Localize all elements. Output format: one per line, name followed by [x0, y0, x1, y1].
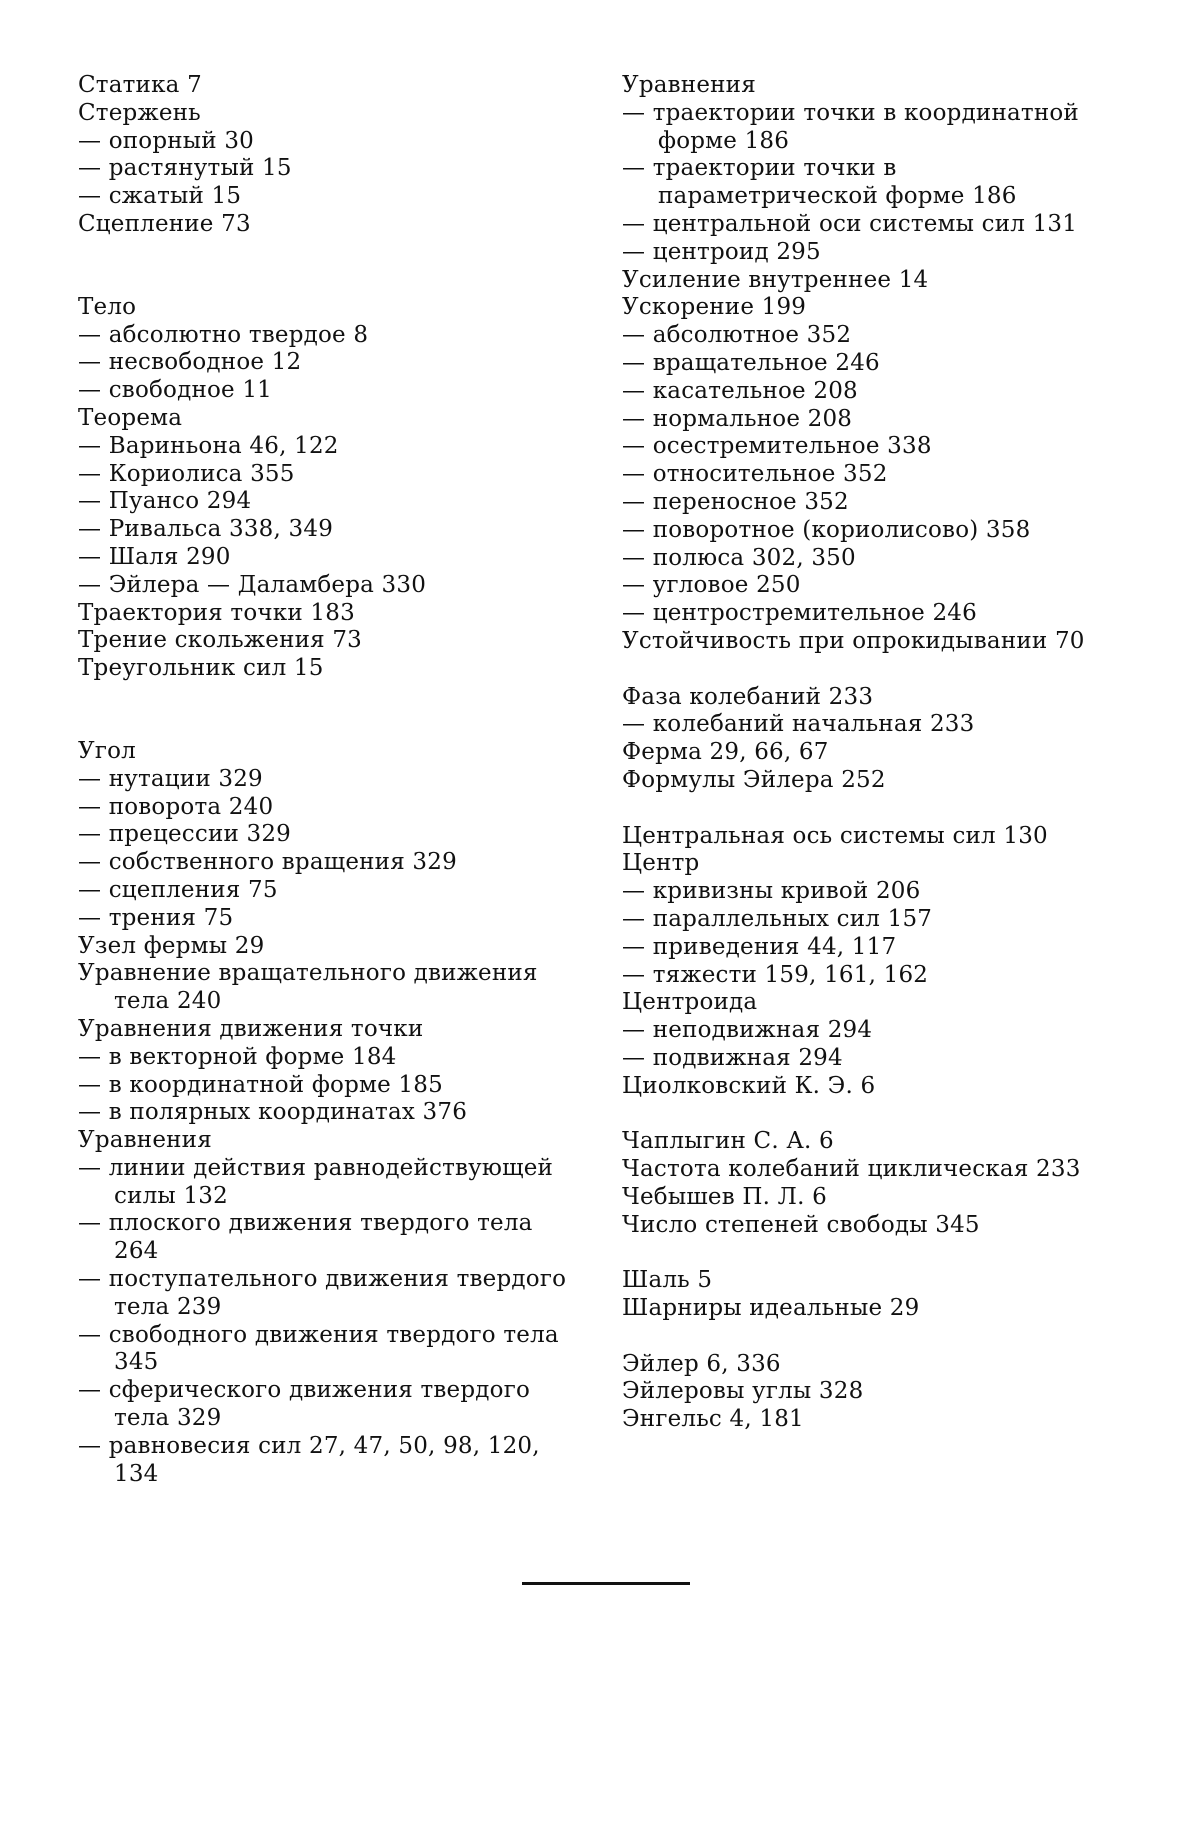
index-subentry: — плоского движения твердого тела 264: [78, 1210, 533, 1265]
index-subentry: — Пуансо 294: [78, 488, 252, 515]
index-entry: Центральная ось системы сил 130: [622, 822, 1048, 849]
index-subentry: — касательное 208: [622, 377, 858, 404]
index-subentry: — сжатый 15: [78, 183, 242, 210]
index-entry: Сцепление 73: [78, 210, 251, 237]
index-subentry: — в координатной форме 185: [78, 1071, 443, 1098]
index-entry: Фаза колебаний 233: [622, 683, 874, 710]
index-entry: Шарниры идеальные 29: [622, 1295, 920, 1322]
index-entry: Эйлеровы углы 328: [622, 1378, 864, 1405]
index-subentry: — сферического движения твердого тела 329: [78, 1377, 530, 1432]
index-subentry: — центростремительное 246: [622, 600, 977, 627]
index-entry: Узел фермы 29: [78, 932, 265, 959]
entry-gap: [622, 1239, 1122, 1267]
index-subentry: — центральной оси системы сил 131: [622, 210, 1078, 237]
index-subentry: — относительное 352: [622, 461, 888, 488]
index-subentry: — свободное 11: [78, 377, 273, 404]
index-entry: Шаль 5: [622, 1267, 713, 1294]
index-entry: Усиление внутреннее 14: [622, 266, 929, 293]
index-subentry: — полюса 302, 350: [622, 544, 856, 571]
index-entry: Чебышев П. Л. 6: [622, 1183, 827, 1210]
index-subentry: — растянутый 15: [78, 155, 292, 182]
index-entry: Теорема: [78, 404, 183, 431]
index-subentry: — центроид 295: [622, 238, 821, 265]
entry-gap: [78, 239, 578, 294]
index-entry: Эйлер 6, 336: [622, 1350, 781, 1377]
index-subentry: — в полярных координатах 376: [78, 1099, 468, 1126]
index-subentry: — переносное 352: [622, 488, 849, 515]
index-entry: Тело: [78, 293, 137, 320]
index-subentry: — несвободное 12: [78, 349, 302, 376]
index-subentry: — равновесия сил 27, 47, 50, 98, 120, 134: [78, 1432, 540, 1487]
index-entry: Уравнения: [78, 1127, 212, 1154]
index-subentry: — осестремительное 338: [622, 433, 932, 460]
end-separator-line: [522, 1582, 690, 1585]
index-subentry: — абсолютно твердое 8: [78, 321, 369, 348]
index-subentry: — Ривальса 338, 349: [78, 516, 334, 543]
index-column-left: [78, 72, 578, 1488]
index-entry: Энгельс 4, 181: [622, 1406, 804, 1433]
index-subentry: — прецессии 329: [78, 821, 292, 848]
index-subentry: — тяжести 159, 161, 162: [622, 961, 929, 988]
index-subentry: — линии действия равнодействующей силы 132: [78, 1154, 554, 1209]
index-entry: Уравнения движения точки: [78, 1015, 424, 1042]
entry-gap: [622, 1323, 1122, 1351]
entry-gap: [78, 683, 578, 738]
index-subentry: — кривизны кривой 206: [622, 878, 921, 905]
index-entry: Центр: [622, 850, 700, 877]
index-subentry: — подвижная 294: [622, 1044, 843, 1071]
index-entry: Уравнения: [622, 72, 756, 98]
index-entry: Уравнение вращательного движения тела 240: [78, 960, 538, 1015]
index-subentry: — нутации 329: [78, 765, 263, 792]
index-entry: Трение скольжения 73: [78, 627, 363, 654]
index-subentry: — колебаний начальная 233: [622, 711, 975, 738]
index-subentry: — угловое 250: [622, 572, 801, 599]
index-subentry: — опорный 30: [78, 127, 255, 154]
index-subentry: — поворотное (кориолисово) 358: [622, 516, 1031, 543]
index-entry: Чаплыгин С. А. 6: [622, 1128, 834, 1155]
index-entry: Частота колебаний циклическая 233: [622, 1156, 1081, 1183]
index-entry: Стержень: [78, 99, 201, 126]
index-subentry: — нормальное 208: [622, 405, 853, 432]
index-subentry: — Шаля 290: [78, 543, 231, 570]
index-subentry: — собственного вращения 329: [78, 849, 457, 876]
index-subentry: — сцепления 75: [78, 876, 278, 903]
index-entry: Ускорение 199: [622, 294, 807, 321]
index-subentry: — свободного движения твердого тела 345: [78, 1321, 559, 1376]
index-subentry: — неподвижная 294: [622, 1017, 873, 1044]
index-subentry: — параллельных сил 157: [622, 905, 933, 932]
index-entry: Формулы Эйлера 252: [622, 766, 886, 793]
index-column-right: [622, 72, 1122, 1434]
index-entry: Угол: [78, 737, 136, 764]
index-subentry: — Вариньона 46, 122: [78, 432, 339, 459]
index-subentry: — траектории точки в параметрической форме 186: [622, 155, 1017, 210]
index-entry: Статика 7: [78, 72, 202, 98]
index-subentry: — траектории точки в координатной форме 186: [622, 99, 1079, 154]
index-subentry: — поступательного движения твердого тела 239: [78, 1266, 567, 1320]
index-entry: Треугольник сил 15: [78, 655, 324, 682]
index-entry: Циолковский К. Э. 6: [622, 1072, 876, 1099]
index-subentry: — Кориолиса 355: [78, 460, 295, 487]
index-subentry: — в векторной форме 184: [78, 1043, 397, 1070]
index-entry: Траектория точки 183: [78, 599, 355, 626]
index-subentry: — вращательное 246: [622, 349, 880, 376]
index-entry: Ферма 29, 66, 67: [622, 739, 829, 766]
index-subentry: — трения 75: [78, 904, 234, 931]
entry-gap: [622, 656, 1122, 684]
index-subentry: — абсолютное 352: [622, 322, 852, 349]
index-subentry: — приведения 44, 117: [622, 933, 897, 960]
index-entry: Устойчивость при опрокидывании 70: [622, 627, 1085, 654]
index-entry: Число степеней свободы 345: [622, 1211, 980, 1238]
entry-gap: [622, 795, 1122, 823]
index-entry: Центроида: [622, 989, 758, 1016]
index-subentry: — поворота 240: [78, 793, 274, 820]
entry-gap: [622, 1100, 1122, 1128]
index-subentry: — Эйлера — Даламбера 330: [78, 571, 427, 598]
